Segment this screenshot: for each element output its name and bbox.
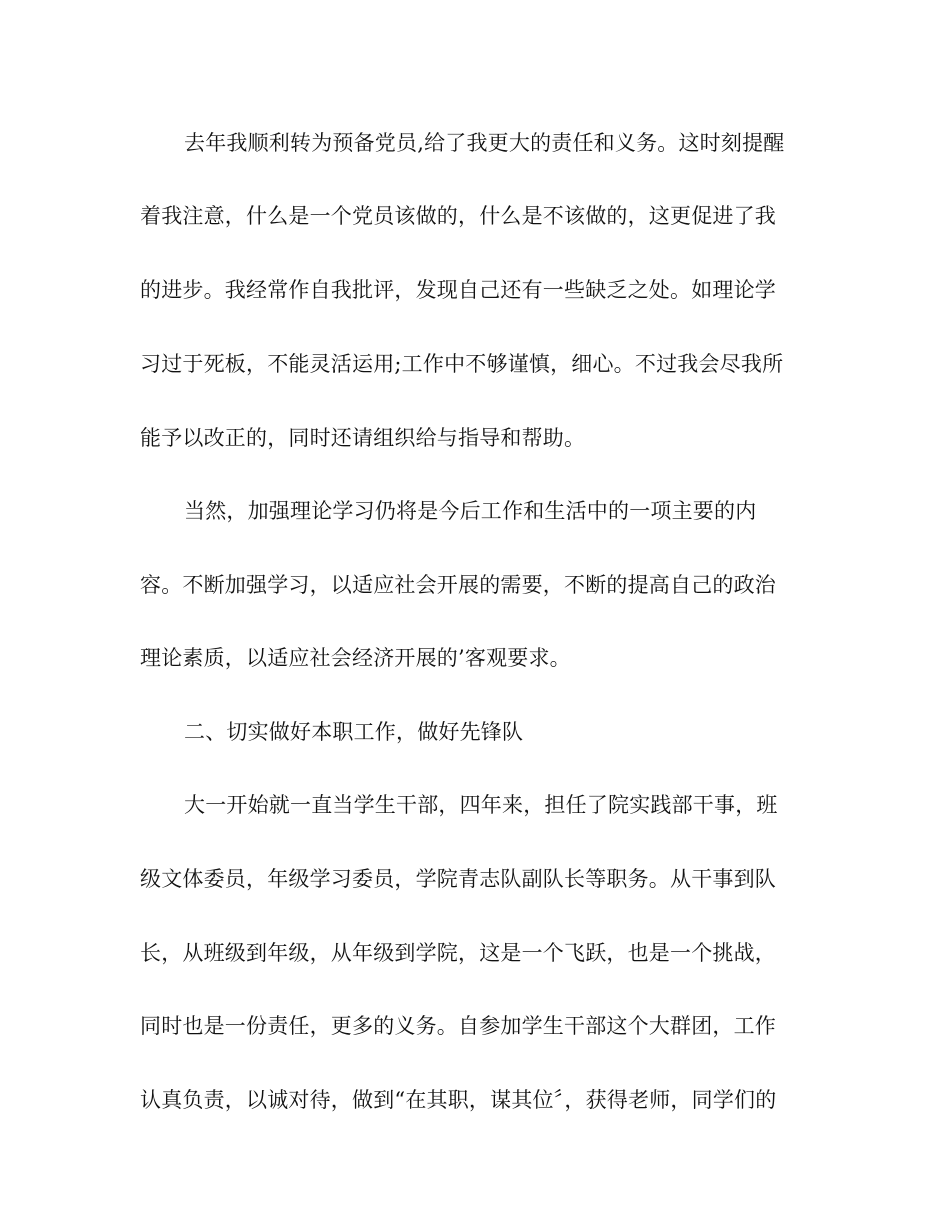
paragraph-line: 同时也是一份责任，更多的义务。自参加学生干部这个大群团，工作: [140, 1014, 776, 1038]
paragraph-line: 去年我顺利转为预备党员,给了我更大的责任和义务。这时刻提醒: [184, 131, 785, 155]
paragraph-line: 长，从班级到年级，从年级到学院，这是一个飞跃，也是一个挑战，: [140, 941, 776, 965]
paragraph-line: 的进步。我经常作自我批评，发现自己还有一些缺乏之处。如理论学: [140, 278, 776, 302]
paragraph-line: 习过于死板，不能灵活运用;工作中不够谨慎，细心。不过我会尽我所: [140, 352, 784, 376]
paragraph-line: 认真负责，以诚对待，做到“在其职，谋其位〞，获得老师，同学们的: [140, 1088, 777, 1112]
paragraph-line: 当然，加强理论学习仍将是今后工作和生活中的一项主要的内: [184, 499, 757, 523]
paragraph-line: 大一开始就一直当学生干部，四年来，担任了院实践部干事，班: [184, 793, 778, 817]
paragraph-line: 着我注意，什么是一个党员该做的，什么是不该做的，这更促进了我: [140, 204, 776, 228]
paragraph-line: 级文体委员，年级学习委员，学院青志队副队长等职务。从干事到队: [140, 867, 776, 891]
paragraph-line: 理论素质，以适应社会经济开展的’客观要求。: [140, 646, 571, 670]
paragraph-line: 容。不断加强学习，以适应社会开展的需要，不断的提高自己的政治: [140, 573, 776, 597]
paragraph-line: 能予以改正的，同时还请组织给与指导和帮助。: [140, 426, 586, 450]
section-heading: 二、切实做好本职工作，做好先锋队: [184, 720, 524, 744]
